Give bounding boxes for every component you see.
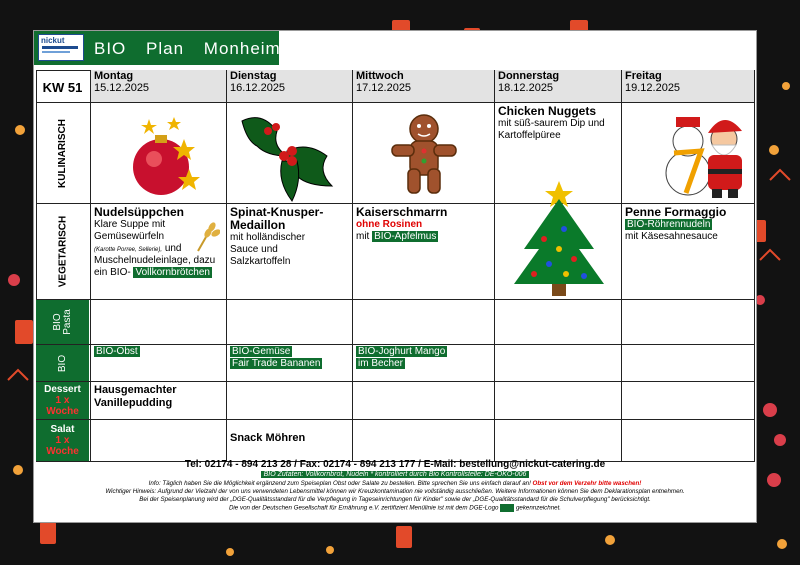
calendar-week: KW 51 — [42, 80, 83, 95]
row-label-vegetarisch: VEGETARISCH — [57, 215, 68, 288]
title-word-bio: BIO — [94, 39, 127, 58]
contact-line: Tel: 02174 - 894 213 28 / Fax: 02174 - 894 213 177 / E-Mail: bestellung@nickut-catering.de — [184, 459, 606, 470]
menu-sheet — [33, 30, 757, 523]
holly-icon — [232, 101, 342, 206]
bio-tuesday: BIO-Gemüse Fair Trade Bananen — [232, 346, 321, 369]
nickut-logo — [38, 34, 84, 61]
kulinarisch-thursday: Chicken Nuggets mit süß-saurem Dip und Kartoffelpüree — [498, 104, 605, 141]
row-label-bio-pasta: BIO Pasta — [36, 300, 89, 344]
day-header-wednesday: Mittwoch 17.12.2025 — [353, 70, 494, 102]
logo-text: nickut — [41, 36, 65, 45]
vegetarisch-friday: Penne Formaggio BIO-Röhrennudeln mit Käsesahnesauce — [625, 205, 727, 242]
day-header-thursday: Donnerstag 18.12.2025 — [495, 70, 621, 102]
bio-ingredients-note: BIO Zutaten: Vollkornbrot, Nudeln * kontrolliert durch Bio Kontrollstelle: DE-ÖKO-006 — [34, 471, 756, 478]
salat-tuesday: Snack Möhren — [230, 432, 306, 444]
vegetarisch-tuesday: Spinat-Knusper-Medaillon mit holländischer Sauce und Salzkartoffeln — [230, 205, 324, 267]
vegetarisch-monday: Nudelsüppchen Klare Suppe mit Gemüsewürfeln (Karotte Porree, Sellerie), und Muschelnudeleinlage, dazu ein BIO- Vollkornbrötchen — [94, 205, 216, 278]
bio-wednesday: BIO-Joghurt Mango im Becher — [358, 346, 446, 369]
info-text: Info: Täglich haben Sie die Möglichkeit ergänzend zum Speiseplan Obst oder Salate zu bestellen. Bitte sprechen Sie uns einfach darauf an! Obst vor dem Verzehr bitte waschen! Wichtiger Hinweis: Aufgrund der Vielzahl der von uns verwendeten Lebensmittel können wir Kreuzkontamination nie vollständig ausschließen. Weitere Informationen können Sie dem Deklarationsplan entnehmen. Bei der Speisenplanung wird der „DGE-Qualitätsstandard für die Verpflegung in Tageseinrichtungen für Kinder" sowie der „DGE-Qualitätsstandard für die Schulverpflegung" berücksichtigt. Die von der Deutschen Gesellschaft für Ernährung e.V. zertifiziert Menülinie ist mit dem DGE-Logo gekennzeichnet. — [105, 480, 685, 512]
dge-logo — [500, 504, 514, 512]
day-header-tuesday: Dienstag 16.12.2025 — [227, 70, 352, 102]
bio-badge: BIO-Röhrennudeln — [627, 219, 711, 230]
bio-badge: Vollkornbrötchen — [135, 267, 210, 278]
row-label-dessert: Dessert 1 x Woche — [36, 382, 89, 419]
day-header-monday: Montag 15.12.2025 — [91, 70, 226, 102]
day-header-friday: Freitag 19.12.2025 — [622, 70, 754, 102]
gingerbread-icon — [384, 109, 464, 199]
row-label-salat: Salat 1 x Woche — [36, 420, 89, 461]
title-bar — [34, 31, 279, 65]
christmas-ornament-icon — [119, 109, 209, 204]
snowman-santa-icon — [656, 103, 751, 203]
row-label-bio: BIO — [36, 345, 89, 381]
christmas-tree-icon — [504, 179, 614, 304]
row-label-kulinarisch: KULINARISCH — [57, 118, 69, 188]
bio-monday: BIO-Obst — [96, 346, 138, 357]
title-word-location: Monheim — [203, 39, 281, 58]
bio-badge: BIO-Apfelmus — [374, 231, 437, 242]
title-word-plan: Plan — [146, 39, 185, 58]
page-title — [94, 39, 295, 59]
dessert-monday: Hausgemachter Vanillepudding — [94, 384, 177, 409]
wheat-icon — [194, 219, 220, 253]
vegetarisch-wednesday: Kaiserschmarrn ohne Rosinen mit BIO-Apfelmus — [356, 205, 448, 242]
